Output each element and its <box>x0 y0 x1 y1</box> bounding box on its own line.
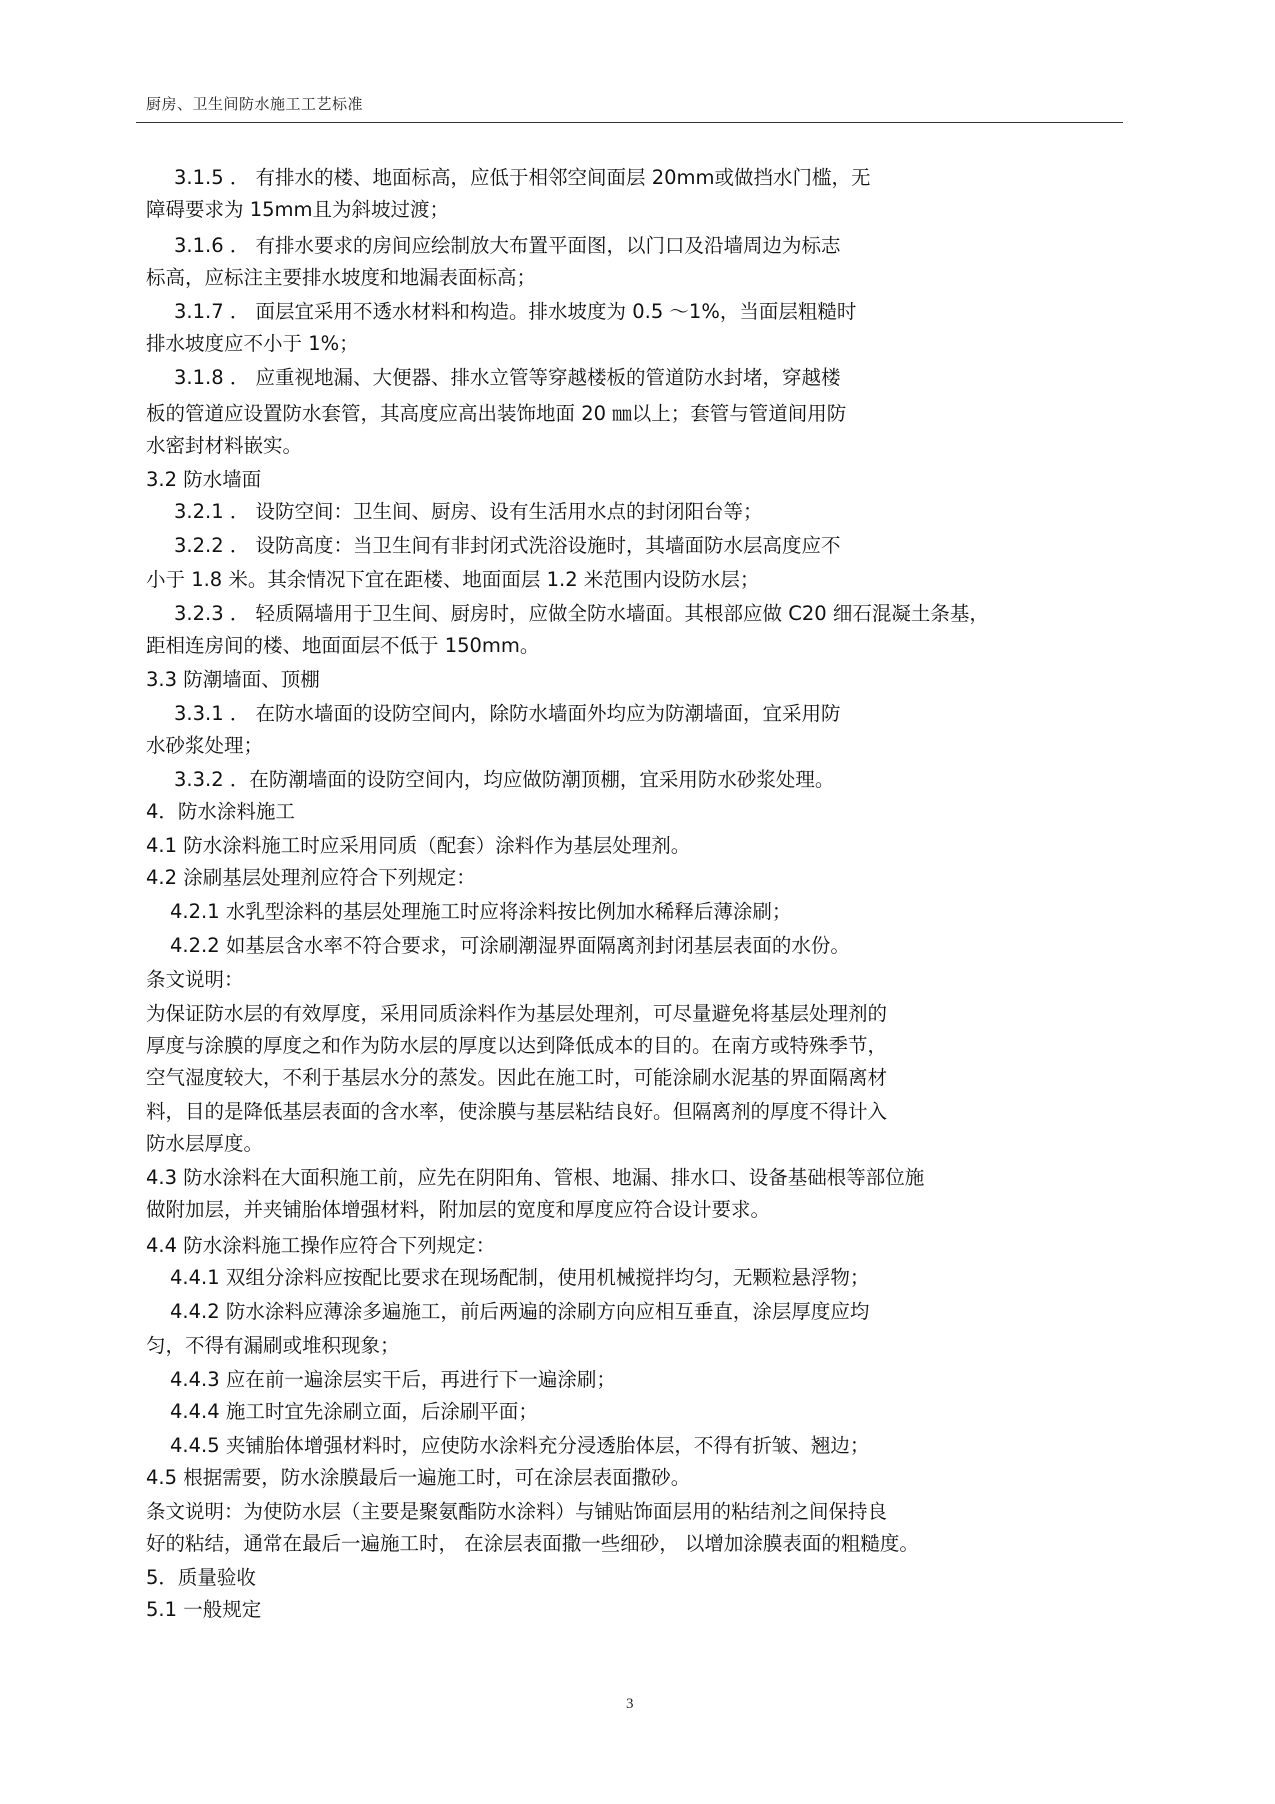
header-divider <box>136 122 1123 123</box>
text-line: 4.2 涂刷基层处理剂应符合下列规定： <box>146 866 476 889</box>
text-line: 厚度与涂膜的厚度之和作为防水层的厚度以达到降低成本的目的。在南方或特殊季节， <box>146 1034 888 1057</box>
text-line: 5.1 一般规定 <box>146 1598 262 1621</box>
text-line: 空气湿度较大，不利于基层水分的蒸发。因此在施工时，可能涂刷水泥基的界面隔离材 <box>146 1066 888 1089</box>
text-line: 4.4.1 双组分涂料应按配比要求在现场配制，使用机械搅拌均匀，无颗粒悬浮物； <box>170 1266 870 1289</box>
text-line: 为保证防水层的有效厚度，采用同质涂料作为基层处理剂，可尽量避免将基层处理剂的 <box>146 1002 888 1025</box>
text-line: 4.4 防水涂料施工操作应符合下列规定： <box>146 1234 496 1257</box>
text-line: 水砂浆处理； <box>146 734 264 757</box>
text-line: 防水层厚度。 <box>146 1132 264 1155</box>
text-line: 4.4.3 应在前一遍涂层实干后，再进行下一遍涂刷； <box>170 1368 616 1391</box>
text-line: 4.2.1 水乳型涂料的基层处理施工时应将涂料按比例加水稀释后薄涂刷； <box>170 900 792 923</box>
text-line: 3.1.7 ． 面层宜采用不透水材料和构造。排水坡度为 0.5 ～1%，当面层粗糙时 <box>174 300 857 323</box>
text-line: 4.4.2 防水涂料应薄涂多遍施工，前后两遍的涂刷方向应相互垂直，涂层厚度应均 <box>170 1300 870 1323</box>
text-line: 好的粘结，通常在最后一遍施工时， 在涂层表面撒一些细砂， 以增加涂膜表面的粗糙度。 <box>146 1532 919 1555</box>
section-heading: 4．防水涂料施工 <box>146 800 295 823</box>
text-line: 4.5 根据需要，防水涂膜最后一遍施工时，可在涂层表面撒砂。 <box>146 1466 691 1489</box>
text-line: 3.2.1 ． 设防空间：卫生间、厨房、设有生活用水点的封闭阳台等； <box>174 500 763 523</box>
text-line: 3.1.6 ． 有排水要求的房间应绘制放大布置平面图，以门口及沿墙周边为标志 <box>174 234 841 257</box>
text-line: 4.2.2 如基层含水率不符合要求，可涂刷潮湿界面隔离剂封闭基层表面的水份。 <box>170 934 850 957</box>
text-line: 标高，应标注主要排水坡度和地漏表面标高； <box>146 266 537 289</box>
text-line: 条文说明： <box>146 968 244 991</box>
document-header-title: 厨房、卫生间防水施工工艺标准 <box>146 95 364 113</box>
text-line: 条文说明：为使防水层（主要是聚氨酯防水涂料）与铺贴饰面层用的粘结剂之间保持良 <box>146 1500 888 1523</box>
text-line: 3.1.5 ． 有排水的楼、地面标高，应低于相邻空间面层 20mm或做挡水门槛，无 <box>174 166 871 189</box>
text-line: 做附加层，并夹铺胎体增强材料，附加层的宽度和厚度应符合设计要求。 <box>146 1198 771 1221</box>
text-line: 3.2.3 ． 轻质隔墙用于卫生间、厨房时，应做全防水墙面。其根部应做 C20 细石混凝土条基， <box>174 602 989 625</box>
text-line: 距相连房间的楼、地面面层不低于 150mm。 <box>146 634 540 657</box>
text-line: 水密封材料嵌实。 <box>146 434 303 457</box>
text-line: 3.2.2 ． 设防高度：当卫生间有非封闭式洗浴设施时，其墙面防水层高度应不 <box>174 534 841 557</box>
text-line: 料，目的是降低基层表面的含水率，使涂膜与基层粘结良好。但隔离剂的厚度不得计入 <box>146 1100 888 1123</box>
text-line: 小于 1.8 米。其余情况下宜在距楼、地面面层 1.2 米范围内设防水层； <box>146 568 760 591</box>
section-heading: 3.2 防水墙面 <box>146 468 262 491</box>
text-line: 4.4.4 施工时宜先涂刷立面，后涂刷平面； <box>170 1400 538 1423</box>
text-line: 4.1 防水涂料施工时应采用同质（配套）涂料作为基层处理剂。 <box>146 834 691 857</box>
text-line: 3.1.8 ． 应重视地漏、大便器、排水立管等穿越楼板的管道防水封堵，穿越楼 <box>174 366 841 389</box>
text-line: 排水坡度应不小于 1%； <box>146 332 359 355</box>
text-line: 3.3.2 ．在防潮墙面的设防空间内，均应做防潮顶棚，宜采用防水砂浆处理。 <box>174 768 835 791</box>
text-line: 4.3 防水涂料在大面积施工前，应先在阴阳角、管根、地漏、排水口、设备基础根等部位施 <box>146 1166 925 1189</box>
page-number: 3 <box>626 1696 634 1712</box>
text-line: 障碍要求为 15mm且为斜坡过渡； <box>146 198 450 221</box>
section-heading: 3.3 防潮墙面、顶棚 <box>146 668 320 691</box>
text-line: 4.4.5 夹铺胎体增强材料时，应使防水涂料充分浸透胎体层，不得有折皱、翘边； <box>170 1434 870 1457</box>
section-heading: 5．质量验收 <box>146 1566 256 1589</box>
text-line: 匀，不得有漏刷或堆积现象； <box>146 1334 400 1357</box>
text-line: 板的管道应设置防水套管，其高度应高出装饰地面 20 ㎜以上；套管与管道间用防 <box>146 402 847 425</box>
text-line: 3.3.1 ． 在防水墙面的设防空间内，除防水墙面外均应为防潮墙面，宜采用防 <box>174 702 841 725</box>
